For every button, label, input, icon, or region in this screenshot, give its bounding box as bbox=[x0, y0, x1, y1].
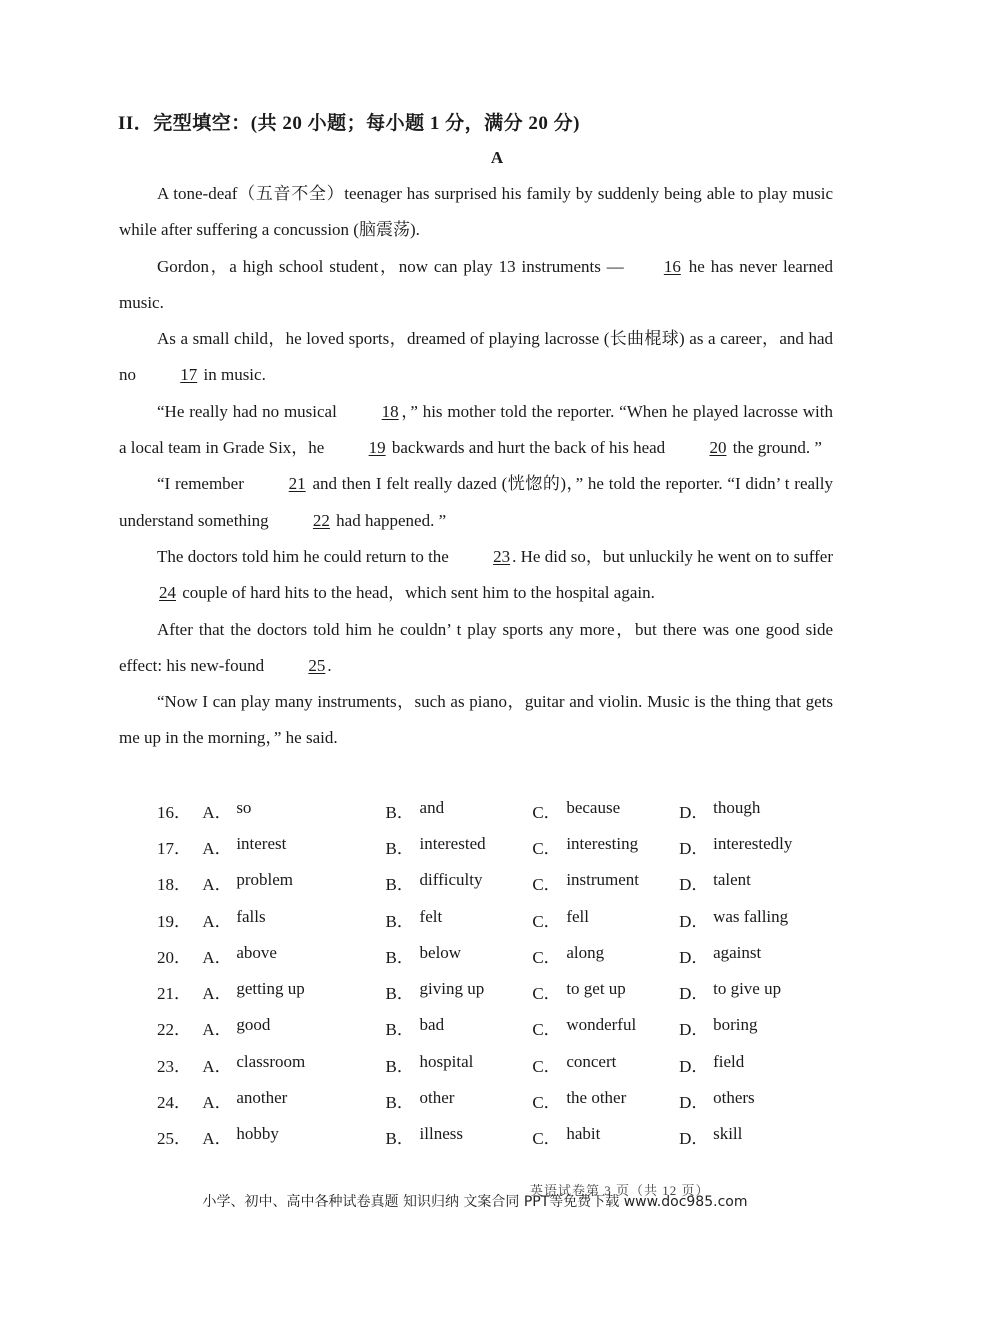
blank-number: 20 bbox=[709, 438, 727, 458]
option-b bbox=[386, 1124, 533, 1149]
option-letter: B． bbox=[385, 1093, 414, 1113]
option-row bbox=[157, 1046, 817, 1082]
option-text: difficulty bbox=[419, 870, 483, 890]
option-text: to give up bbox=[713, 979, 782, 999]
passage-text bbox=[119, 176, 833, 757]
option-text: skill bbox=[713, 1124, 743, 1144]
option-row bbox=[157, 792, 817, 828]
option-a bbox=[202, 834, 385, 859]
option-text: interestedly bbox=[713, 833, 793, 853]
answer-options bbox=[157, 792, 817, 1155]
watermark-footer: 小学、初中、高中各种试卷真题 知识归纳 文案合同 PPT等免费下载 www.doc985.com bbox=[202, 1194, 748, 1210]
option-text: along bbox=[566, 942, 605, 962]
option-text: the other bbox=[566, 1088, 627, 1108]
option-row bbox=[157, 1010, 817, 1046]
option-c bbox=[532, 1015, 679, 1040]
question-number: 16． bbox=[157, 802, 191, 822]
option-row bbox=[157, 901, 817, 937]
option-letter: C． bbox=[532, 1056, 561, 1076]
option-d bbox=[679, 1015, 817, 1040]
option-letter: A． bbox=[202, 838, 232, 858]
paragraph bbox=[119, 684, 833, 757]
option-c bbox=[532, 979, 679, 1004]
paragraph-text: . bbox=[327, 655, 332, 675]
option-a bbox=[202, 1015, 385, 1040]
option-letter: B． bbox=[385, 838, 414, 858]
question-number: 19． bbox=[157, 911, 191, 931]
option-letter: D． bbox=[679, 984, 709, 1004]
option-letter: C． bbox=[532, 802, 561, 822]
option-text: below bbox=[419, 942, 462, 962]
blank-number: 25 bbox=[308, 655, 326, 675]
option-text: against bbox=[713, 942, 762, 962]
option-letter: D． bbox=[679, 947, 709, 967]
option-text: good bbox=[236, 1015, 271, 1035]
paragraph-text: the ground. ” bbox=[728, 438, 822, 458]
option-text: above bbox=[236, 942, 277, 962]
paragraph bbox=[119, 176, 833, 249]
blank-number: 17 bbox=[180, 365, 198, 385]
option-text: habit bbox=[566, 1124, 601, 1144]
option-letter: D． bbox=[679, 875, 709, 895]
option-c bbox=[532, 1052, 679, 1077]
option-c bbox=[532, 1124, 679, 1149]
option-d bbox=[679, 798, 817, 823]
paragraph-text: “He really had no musical bbox=[157, 401, 342, 421]
option-letter: D． bbox=[679, 1129, 709, 1149]
paragraph bbox=[119, 394, 833, 467]
option-row bbox=[157, 973, 817, 1009]
option-b bbox=[386, 943, 533, 968]
option-b bbox=[386, 979, 533, 1004]
option-a bbox=[202, 1088, 385, 1113]
option-text: talent bbox=[713, 870, 751, 890]
option-d bbox=[679, 870, 817, 895]
passage-label: A bbox=[490, 148, 504, 167]
paragraph bbox=[119, 612, 833, 685]
option-a bbox=[202, 907, 385, 932]
option-a bbox=[202, 798, 385, 823]
option-letter: A． bbox=[202, 1129, 232, 1149]
option-a bbox=[202, 870, 385, 895]
option-letter: B． bbox=[385, 875, 414, 895]
page-number-footer: 英语试卷第 3 页（共 12 页） bbox=[530, 1183, 710, 1198]
option-letter: A． bbox=[202, 911, 232, 931]
option-letter: A． bbox=[202, 1056, 232, 1076]
option-row bbox=[157, 1119, 817, 1155]
option-text: hobby bbox=[236, 1124, 279, 1144]
option-letter: B． bbox=[385, 1056, 414, 1076]
option-text: another bbox=[236, 1088, 288, 1108]
paragraph-text: in music. bbox=[199, 365, 266, 385]
option-d bbox=[679, 907, 817, 932]
option-text: interested bbox=[419, 833, 486, 853]
option-b bbox=[386, 907, 533, 932]
option-letter: B． bbox=[385, 1020, 414, 1040]
option-letter: A． bbox=[202, 1093, 232, 1113]
option-letter: B． bbox=[385, 802, 414, 822]
paragraph-text: backwards and hurt the back of his head bbox=[387, 438, 670, 458]
option-d bbox=[679, 943, 817, 968]
option-letter: B． bbox=[385, 911, 414, 931]
blank-number: 21 bbox=[288, 474, 306, 494]
question-number: 22． bbox=[157, 1020, 191, 1040]
option-text: interesting bbox=[566, 833, 639, 853]
question-number: 25． bbox=[157, 1129, 191, 1149]
option-letter: D． bbox=[679, 802, 709, 822]
option-text: felt bbox=[419, 906, 443, 926]
option-letter: D． bbox=[679, 911, 709, 931]
option-letter: C． bbox=[532, 1129, 561, 1149]
option-text: fell bbox=[566, 906, 589, 926]
option-text: falls bbox=[236, 906, 266, 926]
option-text: giving up bbox=[419, 979, 485, 999]
option-text: concert bbox=[566, 1051, 617, 1071]
option-text: bad bbox=[419, 1015, 445, 1035]
option-letter: C． bbox=[532, 1020, 561, 1040]
option-text: hospital bbox=[419, 1051, 474, 1071]
option-letter: C． bbox=[532, 838, 561, 858]
option-b bbox=[386, 798, 533, 823]
option-a bbox=[202, 979, 385, 1004]
paragraph-text: As a small child，he loved sports，dreamed of playing lacrosse (长曲棍球) as a career，and had no bbox=[119, 329, 833, 385]
option-text: boring bbox=[713, 1015, 758, 1035]
paragraph-text: had happened. ” bbox=[331, 510, 447, 530]
option-d bbox=[679, 1088, 817, 1113]
option-letter: D． bbox=[679, 838, 709, 858]
option-row bbox=[157, 865, 817, 901]
option-c bbox=[532, 870, 679, 895]
option-text: problem bbox=[236, 870, 293, 890]
paragraph-text: he has never learned music. bbox=[119, 256, 834, 312]
option-letter: D． bbox=[679, 1056, 709, 1076]
option-letter: C． bbox=[532, 947, 561, 967]
paragraph-text: couple of hard hits to the head，which sent him to the hospital again. bbox=[178, 583, 655, 603]
option-text: interest bbox=[236, 833, 287, 853]
option-text: instrument bbox=[566, 870, 640, 890]
option-letter: C． bbox=[532, 1093, 561, 1113]
option-b bbox=[386, 1052, 533, 1077]
paragraph-text: Gordon，a high school student，now can play 13 instruments — bbox=[157, 256, 624, 276]
option-letter: B． bbox=[385, 984, 414, 1004]
option-b bbox=[386, 1088, 533, 1113]
option-d bbox=[679, 979, 817, 1004]
paragraph bbox=[119, 249, 833, 322]
blank-number: 22 bbox=[312, 510, 330, 530]
option-c bbox=[532, 798, 679, 823]
paragraph-text: The doctors told him he could return to the bbox=[157, 546, 454, 566]
option-d bbox=[679, 1124, 817, 1149]
question-number: 17． bbox=[157, 838, 191, 858]
option-b bbox=[386, 870, 533, 895]
option-b bbox=[386, 1015, 533, 1040]
paragraph-text: After that the doctors told him he couldn’ t play sports any more，but there was one good side effect: his new-found bbox=[119, 619, 833, 675]
question-number: 21． bbox=[157, 984, 191, 1004]
option-letter: C． bbox=[532, 911, 561, 931]
option-letter: A． bbox=[202, 875, 232, 895]
option-text: wonderful bbox=[566, 1015, 637, 1035]
option-d bbox=[679, 1052, 817, 1077]
option-text: and bbox=[419, 797, 445, 817]
blank-number: 24 bbox=[159, 583, 176, 603]
question-number: 24． bbox=[157, 1093, 191, 1113]
option-text: classroom bbox=[236, 1051, 306, 1071]
option-a bbox=[202, 1124, 385, 1149]
blank-number: 19 bbox=[368, 438, 386, 458]
option-row bbox=[157, 828, 817, 864]
blank-number: 23 bbox=[493, 546, 511, 566]
blank-number: 18 bbox=[381, 401, 399, 421]
option-letter: B． bbox=[385, 1129, 414, 1149]
option-c bbox=[532, 834, 679, 859]
option-letter: A． bbox=[202, 1020, 232, 1040]
option-letter: A． bbox=[202, 802, 232, 822]
option-text: so bbox=[236, 797, 252, 817]
option-row bbox=[157, 937, 817, 973]
option-a bbox=[202, 1052, 385, 1077]
question-number: 23． bbox=[157, 1056, 191, 1076]
paragraph-text: A tone-deaf（五音不全）teenager has surprised his family by suddenly being able to play music while after suffering a concussion (脑震荡). bbox=[119, 184, 833, 240]
paragraph-text: . He did so，but unluckily he went on to suffer bbox=[512, 546, 833, 566]
blank-number: 16 bbox=[663, 256, 681, 276]
option-text: illness bbox=[419, 1124, 463, 1144]
option-text: to get up bbox=[566, 979, 626, 999]
option-a bbox=[202, 943, 385, 968]
question-number: 20． bbox=[157, 947, 191, 967]
option-text: was falling bbox=[713, 906, 789, 926]
question-number: 18． bbox=[157, 875, 191, 895]
option-row bbox=[157, 1082, 817, 1118]
paragraph-text: “Now I can play many instruments，such as piano，guitar and violin. Music is the thing that gets me up in the morning，” he said. bbox=[119, 692, 833, 748]
option-text: because bbox=[566, 797, 621, 817]
option-letter: C． bbox=[532, 984, 561, 1004]
option-text: getting up bbox=[236, 979, 305, 999]
paragraph-text: “I remember bbox=[157, 474, 249, 494]
option-d bbox=[679, 834, 817, 859]
option-text: other bbox=[419, 1088, 455, 1108]
option-text: others bbox=[713, 1088, 755, 1108]
paragraph-text: ，” his mother told the reporter. “When he played lacrosse with a local team in Grade Six，he bbox=[119, 401, 833, 458]
option-c bbox=[532, 907, 679, 932]
paragraph bbox=[119, 321, 833, 394]
option-letter: D． bbox=[679, 1020, 709, 1040]
option-letter: A． bbox=[202, 984, 232, 1004]
paragraph bbox=[119, 466, 833, 539]
section-heading: II．完型填空：(共 20 小题；每小题 1 分，满分 20 分) bbox=[118, 113, 580, 134]
option-letter: B． bbox=[385, 947, 414, 967]
option-letter: C． bbox=[532, 875, 561, 895]
option-text: field bbox=[713, 1051, 745, 1071]
paragraph-text: and then I felt really dazed (恍惚的)，” he told the reporter. “I didn’ t really understand something bbox=[119, 474, 833, 530]
option-letter: D． bbox=[679, 1093, 709, 1113]
option-b bbox=[386, 834, 533, 859]
option-text: though bbox=[713, 797, 761, 817]
paragraph bbox=[119, 539, 833, 612]
option-letter: A． bbox=[202, 947, 232, 967]
option-c bbox=[532, 1088, 679, 1113]
option-c bbox=[532, 943, 679, 968]
